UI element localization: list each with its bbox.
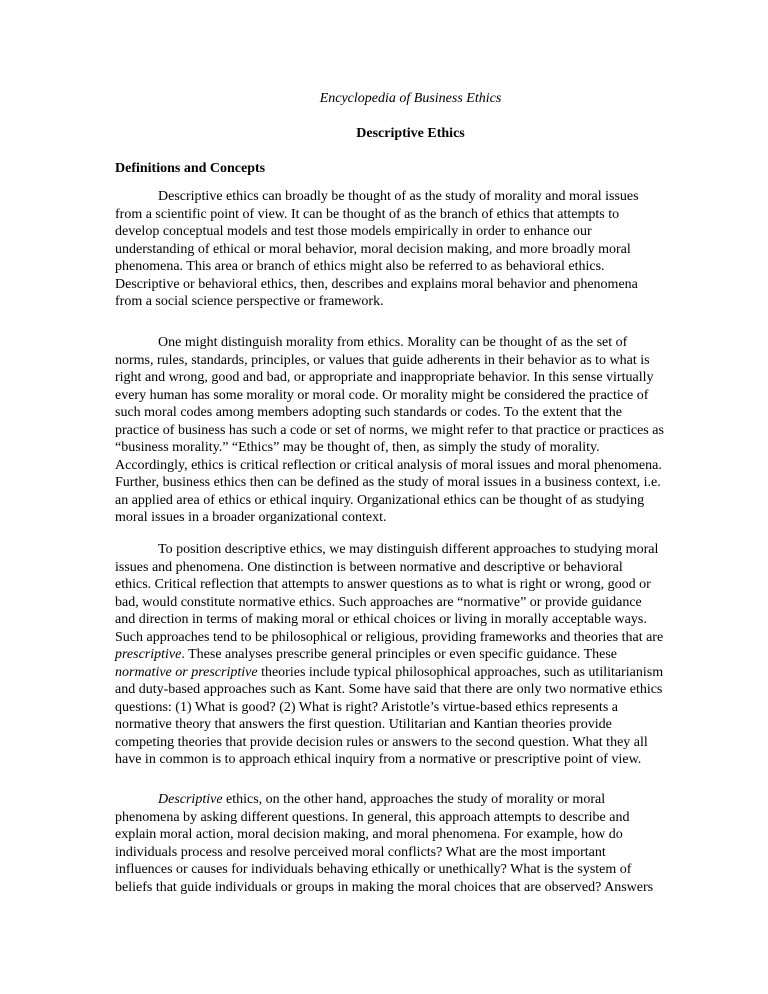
text-line: bad, would constitute normative ethics. Such approaches are “normative” or provide guidance bbox=[115, 594, 642, 610]
text-line: “business morality.” “Ethics” may be thought of, then, as simply the study of morality. bbox=[115, 440, 600, 455]
text-line: from a scientific point of view. It can be thought of as the branch of ethics that attempts to bbox=[115, 206, 620, 222]
emphasis-text: normative or prescriptive bbox=[115, 664, 258, 680]
emphasis-text: Descriptive bbox=[158, 792, 223, 807]
text-line: and duty-based approaches such as Kant. Some have said that there are only two normative ethics bbox=[115, 682, 663, 697]
text-line: right and wrong, good and bad, or appropriate and inappropriate behavior. In this sense virtually bbox=[115, 370, 654, 385]
text-line: have in common is to approach ethical inquiry from a normative or prescriptive point of view. bbox=[115, 752, 642, 767]
text-line: moral issues in a broader organizational context. bbox=[115, 510, 387, 525]
text-line: questions: (1) What is good? (2) What is right? Aristotle’s virtue-based ethics represents a bbox=[115, 699, 618, 715]
text-line: an applied area of ethics or ethical inquiry. Organizational ethics can be thought of as studying bbox=[115, 492, 645, 508]
text-line: from a social science perspective or framework. bbox=[115, 294, 384, 309]
text-line: One might distinguish morality from ethics. Morality can be thought of as the set of bbox=[158, 335, 628, 350]
text-line: beliefs that guide individuals or groups in making the moral choices that are observed? Answers bbox=[115, 879, 654, 895]
text-line: competing theories that provide decision rules or answers to the second question. What they all bbox=[115, 734, 648, 750]
text-line: influences or causes for individuals behaving ethically or unethically? What is the system of bbox=[115, 862, 632, 877]
text-line: norms, rules, standards, principles, or values that guide adherents in their behavior as to what is bbox=[115, 352, 650, 368]
text-line: practice of business has such a code or set of norms, we might refer to that practice or practices as bbox=[115, 422, 664, 438]
text-line bbox=[115, 664, 715, 682]
text-line bbox=[115, 791, 715, 809]
text-line: individuals process and resolve perceived moral conflicts? What are the most important bbox=[115, 844, 606, 860]
text-line: phenomena by asking different questions. In general, this approach attempts to describe and bbox=[115, 809, 630, 825]
text-span: theories include typical philosophical approaches, such as utilitarianism bbox=[257, 664, 664, 680]
paragraph-1 bbox=[115, 188, 715, 311]
document-title: Descriptive Ethics bbox=[356, 126, 465, 141]
section-heading: Definitions and Concepts bbox=[115, 161, 266, 176]
text-line: Further, business ethics then can be defined as the study of moral issues in a business context, i.e. bbox=[115, 475, 661, 490]
text-line bbox=[115, 646, 715, 664]
text-line: Accordingly, ethics is critical reflection or critical analysis of moral issues and moral phenomena. bbox=[115, 457, 662, 473]
text-line: issues and phenomena. One distinction is between normative and descriptive or behavioral bbox=[115, 559, 623, 575]
series-title: Encyclopedia of Business Ethics bbox=[319, 91, 502, 106]
paragraph-3 bbox=[115, 541, 715, 769]
text-line: understanding of ethical or moral behavior, moral decision making, and more broadly moral bbox=[115, 241, 631, 257]
text-line: develop conceptual models and test those models empirically in order to enhance our bbox=[115, 224, 592, 239]
text-span: ethics, on the other hand, approaches the study of morality or moral bbox=[222, 792, 606, 807]
emphasis-text: prescriptive bbox=[115, 647, 182, 662]
text-line: every human has some morality or moral code. Or morality might be considered the practice of bbox=[115, 387, 649, 403]
text-line: Such approaches tend to be philosophical or religious, providing frameworks and theories that are bbox=[115, 629, 664, 645]
text-span: . These analyses prescribe general principles or even specific guidance. These bbox=[181, 647, 617, 662]
text-line: explain moral action, moral decision making, and moral phenomena. For example, how do bbox=[115, 827, 623, 842]
text-line: normative theory that answers the first question. Utilitarian and Kantian theories provide bbox=[115, 717, 612, 732]
paragraph-2 bbox=[115, 334, 715, 527]
text-line bbox=[115, 896, 715, 914]
text-line: such moral codes among members adopting such standards or codes. To the extent that the bbox=[115, 405, 622, 420]
text-line: phenomena. This area or branch of ethics might also be referred to as behavioral ethics. bbox=[115, 259, 605, 274]
text-line: ethics. Critical reflection that attempts to answer questions as to what is right or wrong, good or bbox=[115, 577, 651, 592]
text-line: Descriptive or behavioral ethics, then, describes and explains moral behavior and phenomena bbox=[115, 276, 638, 292]
text-line: Descriptive ethics can broadly be thought of as the study of morality and moral issues bbox=[158, 189, 639, 204]
text-line: and direction in terms of making moral or ethical choices or living in morally acceptable ways. bbox=[115, 612, 647, 627]
text-line: To position descriptive ethics, we may distinguish different approaches to studying moral bbox=[158, 542, 659, 557]
paragraph-4 bbox=[115, 791, 715, 914]
